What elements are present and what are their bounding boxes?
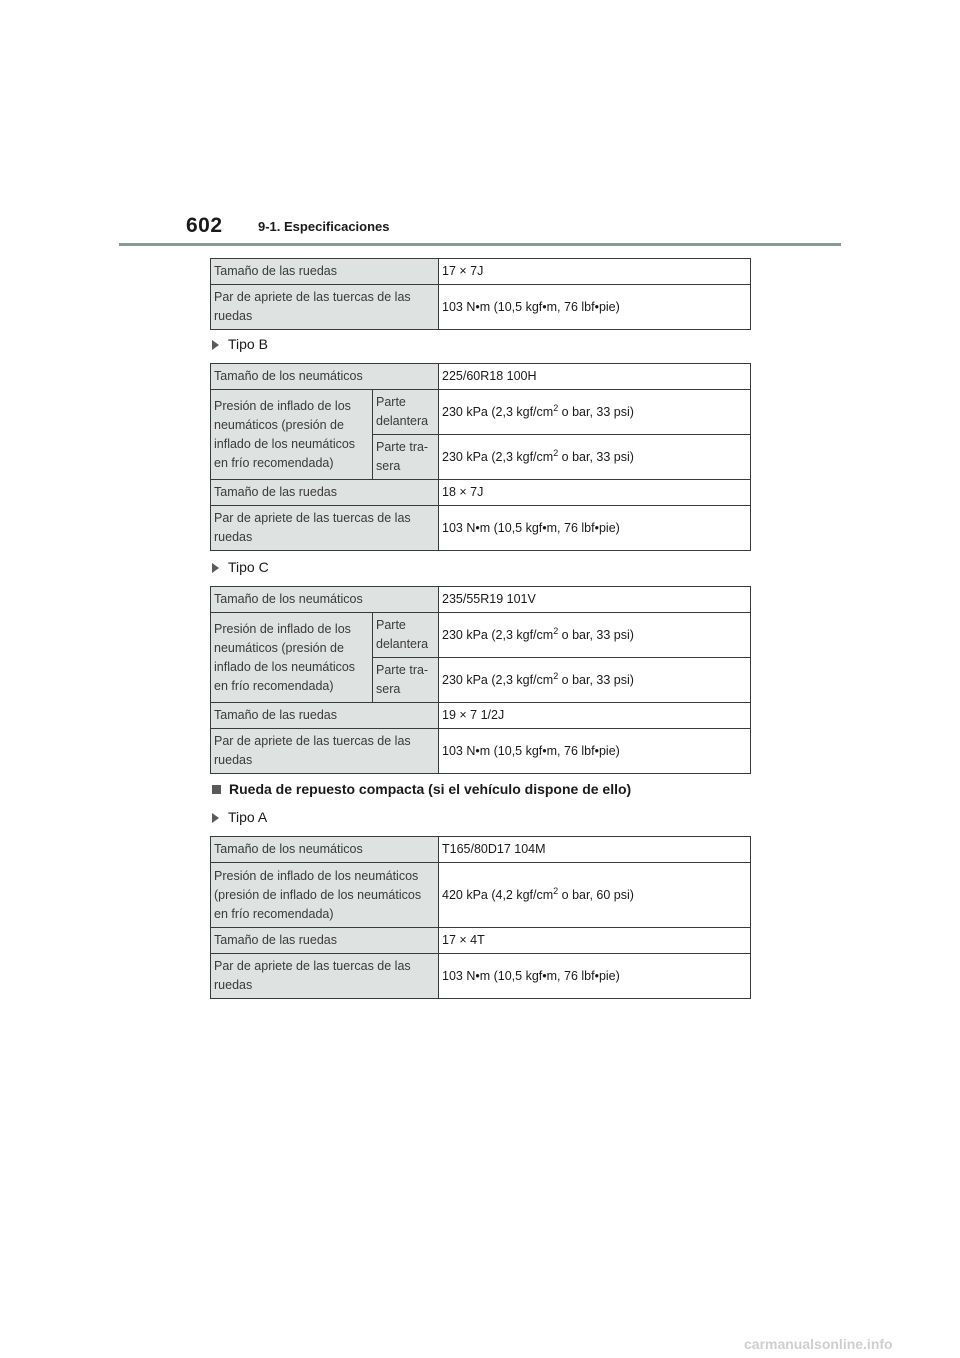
rear-label: Parte tra-sera — [373, 435, 439, 480]
table-row — [211, 587, 751, 613]
arrow-right-icon — [212, 340, 219, 350]
header-divider — [119, 243, 841, 246]
spec-table-spare — [210, 836, 751, 999]
torque-label: Par de apriete de las tuercas de las ruedas — [211, 954, 439, 999]
page-number: 602 — [186, 214, 223, 237]
torque-value: 103 N•m (10,5 kgf•m, 76 lbf•pie) — [439, 954, 751, 999]
type-b-heading-text: Tipo B — [228, 336, 268, 352]
torque-value: 103 N•m (10,5 kgf•m, 76 lbf•pie) — [439, 506, 751, 551]
wheel-size-label: Tamaño de las ruedas — [211, 703, 439, 729]
type-b-heading — [212, 336, 268, 352]
rear-pressure-value: 230 kPa (2,3 kgf/$cm^2$ o bar, 33 psi) — [439, 658, 751, 703]
watermark: carmanualsonline.info — [744, 1336, 893, 1352]
table-row — [211, 954, 751, 999]
torque-value: 103 N•m (10,5 kgf•m, 76 lbf•pie) — [439, 729, 751, 774]
torque-label: Par de apriete de las tuercas de las ruedas — [211, 285, 439, 330]
tire-size-label: Tamaño de los neumáticos — [211, 837, 439, 863]
table-row — [211, 480, 751, 506]
torque-label: Par de apriete de las tuercas de las ruedas — [211, 729, 439, 774]
table-row — [211, 364, 751, 390]
wheel-size-value: 17 × 7J — [439, 259, 751, 285]
wheel-size-label: Tamaño de las ruedas — [211, 259, 439, 285]
table-row — [211, 390, 751, 435]
table-row — [211, 863, 751, 928]
tire-size-label: Tamaño de los neumáticos — [211, 364, 439, 390]
torque-value: 103 N•m (10,5 kgf•m, 76 lbf•pie) — [439, 285, 751, 330]
arrow-right-icon — [212, 563, 219, 573]
section-title: 9-1. Especificaciones — [258, 219, 390, 234]
wheel-size-value: 19 × 7 1/2J — [439, 703, 751, 729]
rear-label: Parte tra-sera — [373, 658, 439, 703]
pressure-label: Presión de inflado de los neumáticos (presión de inflado de los neumáticos en frío recomendada) — [211, 863, 439, 928]
pressure-label: Presión de inflado de los neumáticos (presión de inflado de los neumáticos en frío recomendada) — [211, 613, 373, 703]
spec-table-type-c — [210, 586, 751, 774]
table-row — [211, 285, 751, 330]
tire-size-label: Tamaño de los neumáticos — [211, 587, 439, 613]
square-bullet-icon — [212, 785, 221, 794]
type-c-heading-text: Tipo C — [228, 559, 269, 575]
spare-wheel-heading-text: Rueda de repuesto compacta (si el vehículo dispone de ello) — [229, 781, 632, 797]
tire-size-value: 225/60R18 100H — [439, 364, 751, 390]
torque-label: Par de apriete de las tuercas de las ruedas — [211, 506, 439, 551]
spare-wheel-heading — [212, 781, 631, 797]
spec-table-continued — [210, 258, 751, 330]
front-pressure-value: 230 kPa (2,3 kgf/$cm^2$ o bar, 33 psi) — [439, 613, 751, 658]
table-row — [211, 703, 751, 729]
spare-type-a-heading — [212, 809, 267, 825]
spec-table-type-b — [210, 363, 751, 551]
arrow-right-icon — [212, 813, 219, 823]
table-row — [211, 506, 751, 551]
wheel-size-label: Tamaño de las ruedas — [211, 480, 439, 506]
type-c-heading — [212, 559, 269, 575]
table-row — [211, 928, 751, 954]
front-label: Parte delantera — [373, 613, 439, 658]
pressure-value: 420 kPa (4,2 kgf/$cm^2$ o bar, 60 psi) — [439, 863, 751, 928]
wheel-size-value: 18 × 7J — [439, 480, 751, 506]
table-row — [211, 837, 751, 863]
front-label: Parte delantera — [373, 390, 439, 435]
front-pressure-value: 230 kPa (2,3 kgf/$cm^2$ o bar, 33 psi) — [439, 390, 751, 435]
table-row — [211, 259, 751, 285]
rear-pressure-value: 230 kPa (2,3 kgf/$cm^2$ o bar, 33 psi) — [439, 435, 751, 480]
spare-type-a-heading-text: Tipo A — [228, 809, 268, 825]
wheel-size-value: 17 × 4T — [439, 928, 751, 954]
table-row — [211, 613, 751, 658]
wheel-size-label: Tamaño de las ruedas — [211, 928, 439, 954]
pressure-label: Presión de inflado de los neumáticos (presión de inflado de los neumáticos en frío recomendada) — [211, 390, 373, 480]
table-row — [211, 729, 751, 774]
tire-size-value: 235/55R19 101V — [439, 587, 751, 613]
tire-size-value: T165/80D17 104M — [439, 837, 751, 863]
